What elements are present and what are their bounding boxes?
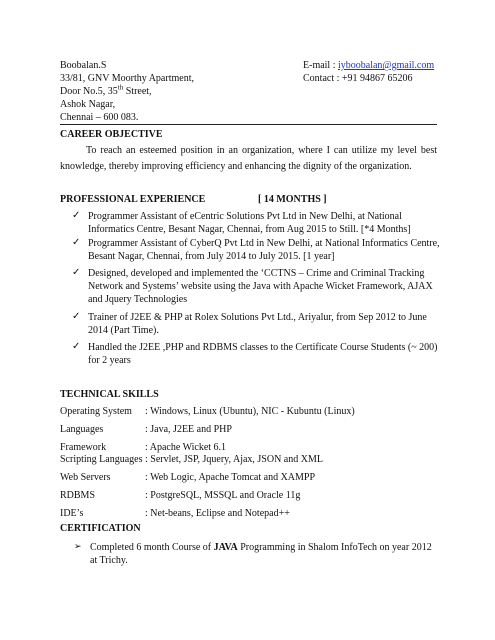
address-line-4: Chennai – 600 083.: [60, 112, 139, 123]
address-line-1: 33/81, GNV Moorthy Apartment,: [60, 73, 194, 84]
skill-label: Web Servers: [60, 472, 111, 483]
skill-value: : PostgreSQL, MSSQL and Oracle 11g: [145, 490, 301, 501]
contact-value: +91 94867 65206: [341, 73, 413, 84]
experience-item-text: Designed, developed and implemented the ‘CCTNS – Crime and Criminal Tracking Network and Systems’ website using the Java with Apache Wicket Framework, AJAX and Jquery Technologies: [88, 268, 433, 305]
career-objective-text: To reach an esteemed position in an organization, where I can utilize my level best knowledge, thereby improving efficiency and enhancing the dignity of the organization.: [60, 145, 437, 172]
email-link[interactable]: iyboobalan@gmail.com: [338, 60, 435, 71]
certification-text: Completed 6 month Course of JAVA Programming in Shalom InfoTech on year 2012 at Trichy.: [90, 542, 432, 566]
skill-value: : Java, J2EE and PHP: [145, 424, 232, 435]
candidate-name: Boobalan.S: [60, 60, 107, 71]
skill-label: Scripting Languages: [60, 454, 143, 465]
skill-label: Languages: [60, 424, 104, 435]
header-divider: [60, 124, 437, 125]
skill-value: : Windows, Linux (Ubuntu), NIC - Kubuntu (Linux): [145, 406, 355, 417]
experience-item-text: Programmer Assistant of eCentric Solutions Pvt Ltd in New Delhi, at National Informatics Centre, Besant Nagar, Chennai, from Aug 2015 to Still. [*4 Months]: [88, 211, 411, 235]
check-icon: ✓: [72, 267, 81, 278]
address-line-3: Ashok Nagar,: [60, 99, 116, 110]
skill-label: RDBMS: [60, 490, 96, 501]
experience-heading: PROFESSIONAL EXPERIENCE: [60, 194, 206, 205]
arrow-bullet-icon: ➢: [74, 541, 82, 551]
check-icon: ✓: [72, 341, 81, 352]
technical-skills-heading: TECHNICAL SKILLS: [60, 389, 159, 400]
experience-item-text: Programmer Assistant of CyberQ Pvt Ltd in New Delhi, at National Informatics Centre, Besant Nagar, Chennai, from July 2014 to July 2015. [1 year]: [88, 238, 440, 262]
skill-value: : Servlet, JSP, Jquery, Ajax, JSON and XML: [145, 454, 323, 465]
certification-heading: CERTIFICATION: [60, 523, 141, 534]
experience-item-text: Trainer of J2EE & PHP at Rolex Solutions Pvt Ltd., Ariyalur, from Sep 2012 to June 2014 (Part Time).: [88, 312, 427, 336]
email-label: E-mail :: [303, 60, 338, 71]
skill-value: : Apache Wicket 6.1: [145, 442, 227, 453]
skill-value: : Web Logic, Apache Tomcat and XAMPP: [145, 472, 316, 483]
skill-label: Operating System: [60, 406, 132, 417]
experience-duration: [ 14 MONTHS ]: [258, 194, 327, 205]
address-line-2: Door No.5, 35th Street,: [60, 83, 152, 97]
skill-label: IDE’s: [60, 508, 84, 519]
check-icon: ✓: [72, 311, 81, 322]
email-line: [303, 60, 434, 72]
skill-value: : Net-beans, Eclipse and Notepad++: [145, 508, 290, 519]
contact-label: Contact :: [303, 73, 342, 84]
check-icon: ✓: [72, 237, 81, 248]
career-objective-heading: CAREER OBJECTIVE: [60, 129, 163, 140]
contact-line: [303, 73, 413, 85]
experience-item-text: Handled the J2EE ,PHP and RDBMS classes to the Certificate Course Students (~ 200) for 2 years: [88, 342, 438, 366]
skill-label: Framework: [60, 442, 107, 453]
check-icon: ✓: [72, 210, 81, 221]
